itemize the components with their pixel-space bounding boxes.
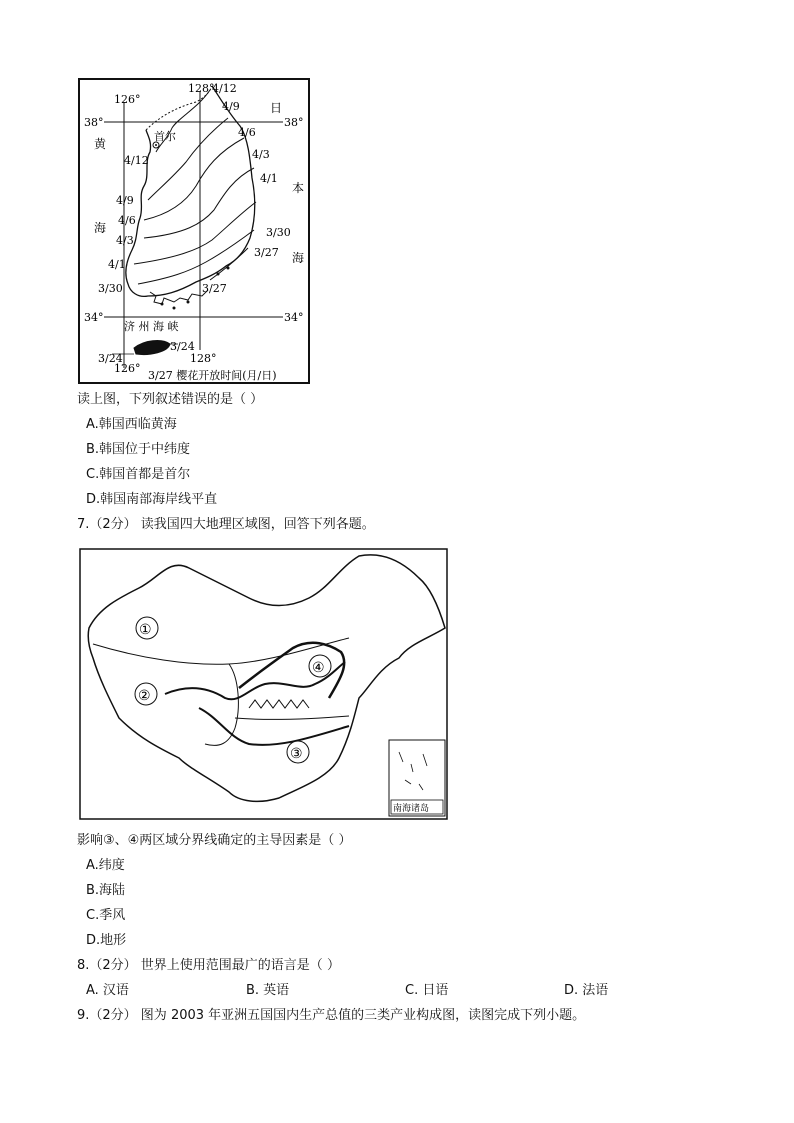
q6-option-a[interactable]: A.韩国西临黄海 <box>86 417 177 432</box>
lon-126-bottom: 126° <box>114 362 141 375</box>
q6-option-d[interactable]: D.韩国南部海岸线平直 <box>86 492 218 507</box>
map-caption: 3/27 樱花开放时间(月/日) <box>148 369 277 382</box>
q8-option-c[interactable]: C. 日语 <box>405 983 449 998</box>
isoline-label: 4/12 <box>212 82 237 95</box>
japan-sea-char-2: 本 <box>292 181 305 195</box>
q7-option-c[interactable]: C.季风 <box>86 908 126 923</box>
isoline-label: 3/27 <box>254 246 279 259</box>
lat-34-left: 34° <box>84 311 104 324</box>
q9-header: 9.（2分） 图为 2003 年亚洲五国国内生产总值的三类产业构成图，读图完成下列小题。 <box>77 1008 586 1023</box>
isoline-label: 4/1 <box>260 172 278 185</box>
isoline-label: 3/24 <box>170 340 195 353</box>
q8-header: 8.（2分） 世界上使用范围最广的语言是（ ） <box>77 958 340 973</box>
yellow-sea-char-2: 海 <box>94 221 107 235</box>
isoline-label: 4/3 <box>116 234 134 247</box>
lat-38-left: 38° <box>84 116 104 129</box>
isoline-label: 3/24 <box>98 352 123 365</box>
isoline-label: 4/6 <box>118 214 136 227</box>
lat-38-right: 38° <box>284 116 304 129</box>
q7-option-d[interactable]: D.地形 <box>86 933 127 948</box>
region-label-1: ① <box>139 622 152 638</box>
japan-sea-char-3: 海 <box>292 251 305 265</box>
china-regions-map <box>79 548 448 820</box>
isoline-label: 3/27 <box>202 282 227 295</box>
q7-stem: 影响③、④两区域分界线确定的主导因素是（ ） <box>77 833 352 848</box>
isoline-label: 4/12 <box>124 154 149 167</box>
capital-label: 首尔 <box>154 130 176 143</box>
lon-126-top: 126° <box>114 93 141 106</box>
q6-option-c[interactable]: C.韩国首都是首尔 <box>86 467 191 482</box>
q7-option-a[interactable]: A.纬度 <box>86 858 125 873</box>
isoline-label: 3/30 <box>266 226 291 239</box>
isoline-label: 3/30 <box>98 282 123 295</box>
yellow-sea-char-1: 黄 <box>94 137 107 151</box>
isoline-label: 4/1 <box>108 258 126 271</box>
korea-cherry-blossom-map <box>78 78 310 384</box>
strait-label: 济 州 海 峡 <box>124 320 179 333</box>
q8-option-d[interactable]: D. 法语 <box>564 983 609 998</box>
isoline-label: 4/3 <box>252 148 270 161</box>
isoline-label: 4/9 <box>222 100 240 113</box>
inset-label: 南海诸岛 <box>393 804 430 814</box>
isoline-label: 4/9 <box>116 194 134 207</box>
q8-option-b[interactable]: B. 英语 <box>246 983 290 998</box>
q7-option-b[interactable]: B.海陆 <box>86 883 126 898</box>
lat-34-right: 34° <box>284 311 304 324</box>
q6-stem: 读上图，下列叙述错误的是（ ） <box>77 392 264 407</box>
q6-option-b[interactable]: B.韩国位于中纬度 <box>86 442 191 457</box>
region-label-4: ④ <box>312 660 325 676</box>
japan-sea-char-1: 日 <box>270 101 283 115</box>
region-label-2: ② <box>138 688 151 704</box>
region-label-3: ③ <box>290 746 303 762</box>
q8-option-a[interactable]: A. 汉语 <box>86 983 129 998</box>
lon-128-bottom: 128° <box>190 352 217 365</box>
q7-header: 7.（2分） 读我国四大地理区域图，回答下列各题。 <box>77 517 375 532</box>
lon-128-top: 128° <box>188 82 215 95</box>
isoline-label: 4/6 <box>238 126 256 139</box>
